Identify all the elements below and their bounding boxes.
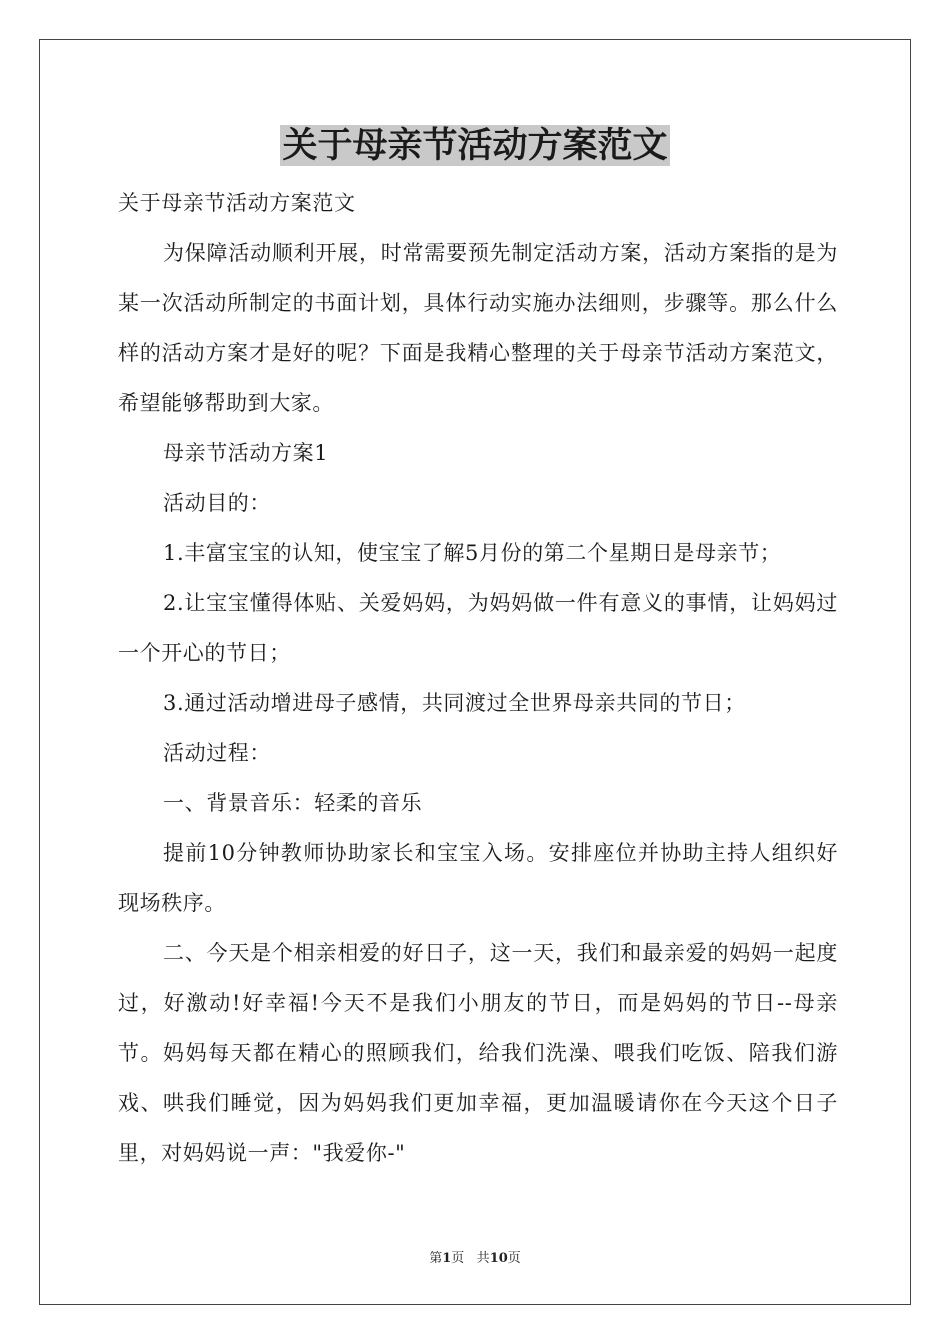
- paragraph: 为保障活动顺利开展，时常需要预先制定活动方案，活动方案指的是为某一次活动所制定的书面计划，具体行动实施办法细则，步骤等。那么什么样的活动方案才是好的呢？下面是我精心整理的关于母亲节活动方案范文，希望能够帮助到大家。: [118, 241, 838, 415]
- paragraph: 二、今天是个相亲相爱的好日子，这一天，我们和最亲爱的妈妈一起度过，好激动!好幸福!今天不是我们小朋友的节日，而是妈妈的节日--母亲节。妈妈每天都在精心的照顾我们，给我们洗澡、喂我们吃饭、陪我们游戏、哄我们睡觉，因为妈妈我们更加幸福，更加温暖请你在今天这个日子里，对妈妈说一声："我爱你-": [118, 941, 838, 1165]
- paragraph: 活动过程：: [163, 741, 271, 765]
- document-title: [0, 124, 950, 168]
- total-suffix: 页: [507, 1251, 521, 1266]
- paragraph: 活动目的：: [163, 491, 271, 515]
- total-prefix: 共: [476, 1251, 490, 1266]
- paragraph: 关于母亲节活动方案范文: [118, 191, 356, 215]
- current-page-number: 1: [442, 1251, 452, 1266]
- total-pages-number: 10: [489, 1251, 508, 1266]
- page-suffix: 页: [451, 1251, 465, 1266]
- list-item: 2.让宝宝懂得体贴、关爱妈妈，为妈妈做一件有意义的事情，让妈妈过一个开心的节日；: [118, 591, 838, 665]
- section-heading: 母亲节活动方案1: [163, 441, 329, 465]
- paragraph: 提前10分钟教师协助家长和宝宝入场。安排座位并协助主持人组织好现场秩序。: [118, 841, 838, 915]
- page-prefix: 第: [429, 1251, 443, 1266]
- list-item: 1.丰富宝宝的认知，使宝宝了解5月份的第二个星期日是母亲节；: [163, 541, 782, 565]
- paragraph: 一、背景音乐：轻柔的音乐: [163, 791, 423, 815]
- list-item: 3.通过活动增进母子感情，共同渡过全世界母亲共同的节日；: [163, 691, 746, 715]
- document-title-text: 关于母亲节活动方案范文: [282, 125, 668, 166]
- page-footer: [0, 1247, 950, 1266]
- document-body: [118, 178, 838, 1178]
